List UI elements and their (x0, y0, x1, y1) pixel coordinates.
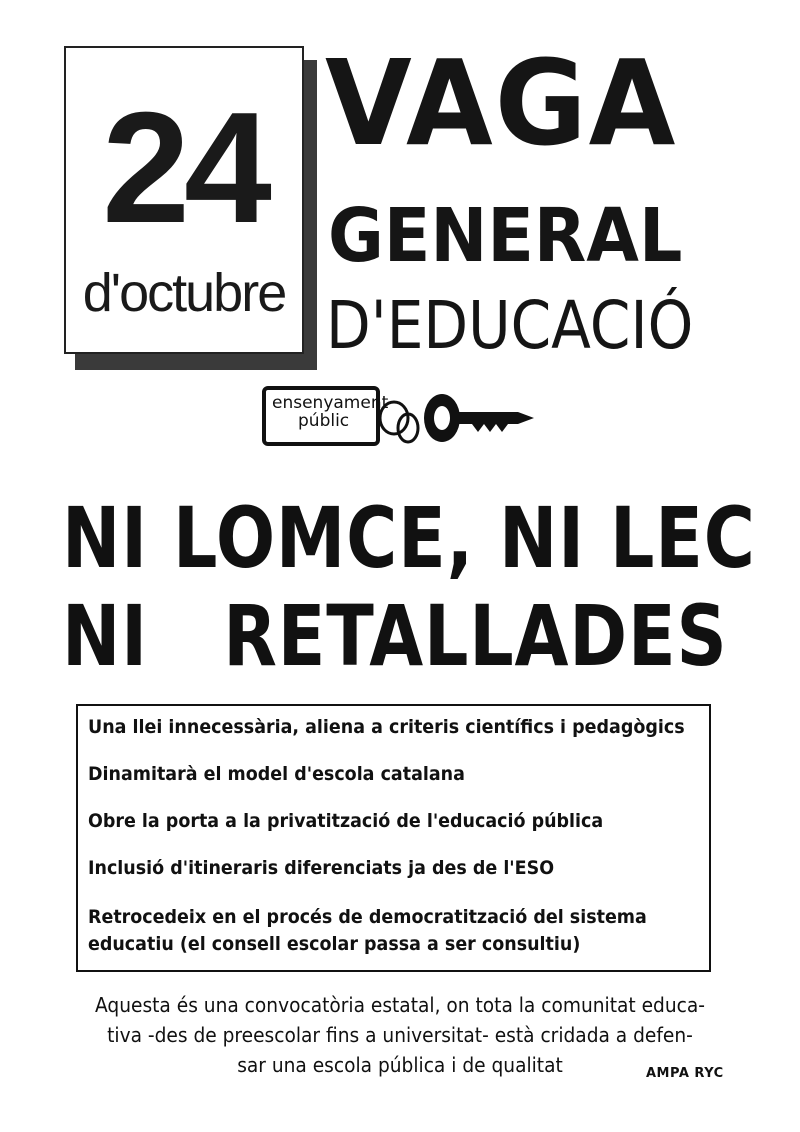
reason-item: Obre la porta a la privatització de l'educació pública (88, 810, 604, 832)
reason-item: Inclusió d'itineraris diferenciats ja des de l'ESO (88, 857, 555, 879)
key-tag (262, 386, 389, 446)
reasons-box (76, 704, 711, 972)
reason-item: Retrocedeix en el procés de democratització del sistema (88, 906, 647, 928)
headline-general: GENERAL (328, 193, 683, 279)
footer-line: sar una escola pública i de qualitat (237, 1053, 563, 1077)
logo-text-line1: ensenyament (272, 393, 389, 413)
slogan-line2: NI RETALLADES (62, 587, 728, 685)
footer-line: tiva -des de preescolar fins a universitat- està cridada a defen- (107, 1023, 693, 1047)
key-icon (372, 386, 562, 456)
signature: AMPA RYC (646, 1066, 724, 1081)
footer-line: Aquesta és una convocatòria estatal, on tota la comunitat educa- (95, 993, 705, 1017)
date-box (64, 46, 304, 354)
ensenyament-public-logo (262, 386, 562, 456)
reason-item: Dinamitarà el model d'escola catalana (88, 763, 465, 785)
footer-text (84, 990, 716, 1080)
date-day: 24 (102, 80, 266, 256)
slogan-line1: NI LOMCE, NI LEC (62, 489, 756, 587)
headline-vaga: VAGA (325, 34, 678, 172)
headline-educacio: D'EDUCACIÓ (326, 287, 694, 364)
logo-text-line2: públic (298, 411, 350, 431)
reason-item-continued: educatiu (el consell escolar passa a ser consultiu) (88, 933, 581, 955)
date-month: d'octubre (82, 263, 286, 323)
reason-item: Una llei innecessària, aliena a criteris científics i pedagògics (88, 716, 685, 738)
